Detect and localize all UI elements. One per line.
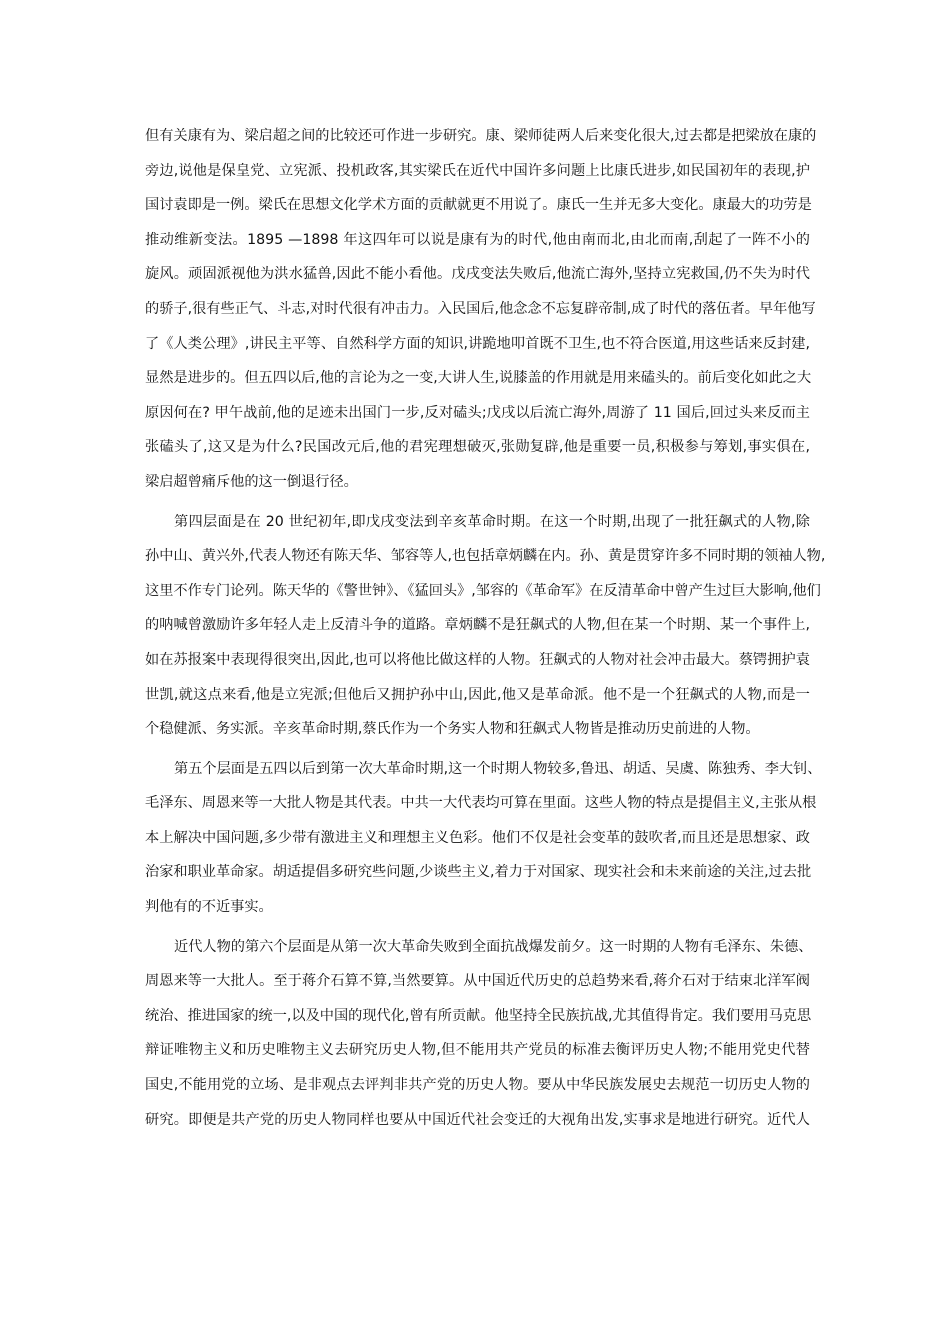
text-line: 但有关康有为、梁启超之间的比较还可作进一步研究。康、梁师徒两人后来变化很大,过去都是把梁放在康的	[145, 128, 817, 144]
text-line: 治家和职业革命家。胡适提倡多研究些问题,少谈些主义,着力于对国家、现实社会和未来前途的关注,过去批	[145, 864, 812, 881]
text-line: 推动维新变法。1895 —1898 年这四年可以说是康有为的时代,他由南而北,由北而南,刮起了一阵不小的	[145, 231, 810, 248]
text-line: 显然是进步的。但五四以后,他的言论为之一变,大讲人生,说膝盖的作用就是用来磕头的。前后变化如此之大	[145, 370, 812, 387]
text-line: 周恩来等一大批人。至于蒋介石算不算,当然要算。从中国近代历史的总趋势来看,蒋介石对于结束北洋军阀	[145, 973, 810, 990]
text-line: 了《人类公理》,讲民主平等、自然科学方面的知识,讲跪地叩首既不卫生,也不符合医道,用这些话来反封建,	[145, 335, 810, 352]
text-line: 旁边,说他是保皇党、立宪派、投机政客,其实梁氏在近代中国许多问题上比康氏进步,如民国初年的表现,护	[145, 162, 810, 179]
text-line: 的骄子,很有些正气、斗志,对时代很有冲击力。入民国后,他念念不忘复辟帝制,成了时代的落伍者。早年他写	[145, 300, 816, 317]
text-line: 张磕头了,这又是为什么?民国改元后,他的君宪理想破灭,张勋复辟,他是重要一员,积极参与筹划,事实俱在,	[145, 439, 810, 456]
text-line: 这里不作专门论列。陈天华的《警世钟》、《猛回头》,邹容的《革命军》在反清革命中曾产生过巨大影响,他们	[145, 582, 821, 599]
text-line: 原因何在? 甲午战前,他的足迹未出国门一步,反对磕头;戊戌以后流亡海外,周游了 11 国后,回过头来反而主	[145, 404, 810, 421]
text-line: 国讨袁即是一例。梁氏在思想文化学术方面的贡献就更不用说了。康氏一生并无多大变化。康最大的功劳是	[145, 197, 812, 214]
text-line: 判他有的不近事实。	[145, 899, 273, 916]
text-line: 梁启超曾痛斥他的这一倒退行径。	[145, 473, 358, 490]
document-body	[145, 119, 826, 1137]
text-line: 毛泽东、周恩来等一大批人物是其代表。中共一大代表均可算在里面。这些人物的特点是提倡主义,主张从根	[145, 795, 817, 812]
text-line: 国史,不能用党的立场、是非观点去评判非共产党的历史人物。要从中华民族发展史去规范一切历史人物的	[145, 1077, 810, 1094]
text-line: 的呐喊曾激励许多年轻人走上反清斗争的道路。章炳麟不是狂飙式的人物,但在某一个时期、某一个事件上,	[145, 617, 810, 634]
text-line: 辩证唯物主义和历史唯物主义去研究历史人物,但不能用共产党员的标准去衡评历史人物;不能用党史代替	[145, 1042, 810, 1059]
text-line: 旋风。顽固派视他为洪水猛兽,因此不能小看他。戊戌变法失败后,他流亡海外,坚持立宪救国,仍不失为时代	[145, 266, 810, 283]
paragraph-3	[145, 752, 822, 925]
text-line: 个稳健派、务实派。辛亥革命时期,蔡氏作为一个务实人物和狂飙式人物皆是推动历史前进的人物。	[145, 721, 760, 738]
paragraph-4	[145, 930, 813, 1138]
text-line: 本上解决中国问题,多少带有激进主义和理想主义色彩。他们不仅是社会变革的鼓吹者,而且还是思想家、政	[145, 829, 810, 846]
text-line: 第五个层面是五四以后到第一次大革命时期,这一个时期人物较多,鲁迅、胡适、吴虞、陈独秀、李大钊、	[174, 760, 822, 777]
text-line: 世凯,就这点来看,他是立宪派;但他后又拥护孙中山,因此,他又是革命派。他不是一个狂飙式的人物,而是一	[145, 686, 810, 703]
text-line: 统治、推进国家的统一,以及中国的现代化,曾有所贡献。他坚持全民族抗战,尤其值得肯定。我们要用马克思	[145, 1007, 812, 1024]
text-line: 孙中山、黄兴外,代表人物还有陈天华、邹容等人,也包括章炳麟在内。孙、黄是贯穿许多不同时期的领袖人物,	[145, 548, 826, 565]
paragraph-1	[145, 119, 817, 500]
paragraph-2	[145, 505, 826, 747]
text-line: 如在苏报案中表现得很突出,因此,也可以将他比做这样的人物。狂飙式的人物对社会冲击最大。蔡锷拥护袁	[145, 651, 810, 668]
text-line: 第四层面是在 20 世纪初年,即戊戌变法到辛亥革命时期。在这一个时期,出现了一批狂飙式的人物,除	[174, 513, 810, 530]
text-line: 近代人物的第六个层面是从第一次大革命失败到全面抗战爆发前夕。这一时期的人物有毛泽东、朱德、	[174, 938, 813, 955]
text-line: 研究。即便是共产党的历史人物同样也要从中国近代社会变迁的大视角出发,实事求是地进行研究。近代人	[145, 1111, 810, 1128]
